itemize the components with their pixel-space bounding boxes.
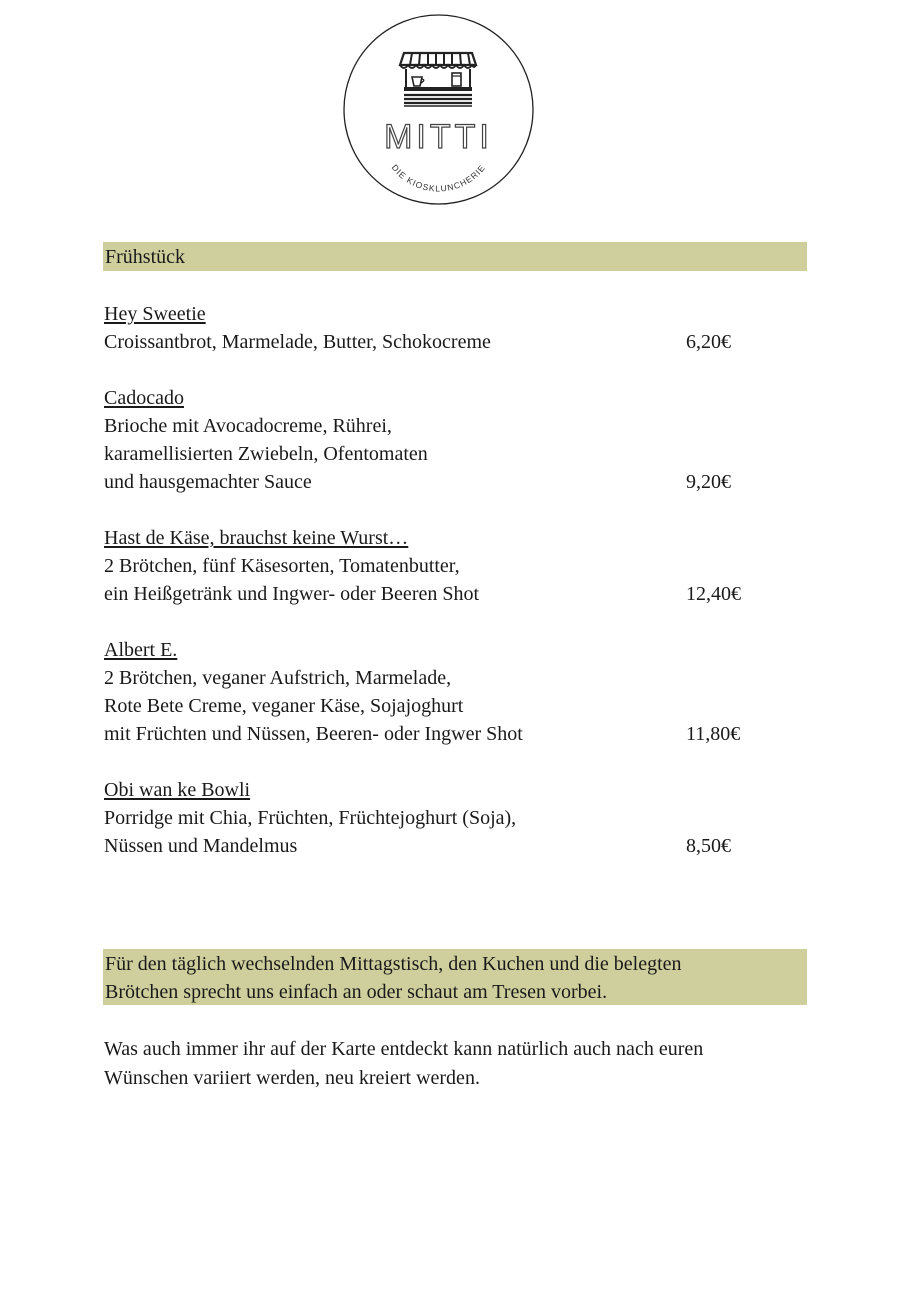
item-description-line: 2 Brötchen, veganer Aufstrich, Marmelade, bbox=[104, 667, 452, 689]
item-price: 11,80€ bbox=[686, 723, 741, 745]
item-description-line: Porridge mit Chia, Früchten, Früchtejoghurt (Soja), bbox=[104, 807, 517, 829]
item-price: 8,50€ bbox=[686, 835, 731, 857]
item-description-line: karamellisierten Zwiebeln, Ofentomaten bbox=[104, 443, 428, 465]
item-price: 12,40€ bbox=[686, 583, 741, 605]
footer-note bbox=[104, 1035, 824, 1093]
item-title: Albert E. bbox=[104, 639, 178, 661]
menu-item-albert-e bbox=[104, 636, 804, 748]
notice-line-1: Für den täglich wechselnden Mittagstisch, den Kuchen und die belegten bbox=[105, 953, 682, 975]
item-title: Cadocado bbox=[104, 387, 184, 409]
item-description-line: ein Heißgetränk und Ingwer- oder Beeren Shot bbox=[104, 583, 480, 605]
item-description-line: 2 Brötchen, fünf Käsesorten, Tomatenbutter, bbox=[104, 555, 460, 577]
item-description-line: Brioche mit Avocadocreme, Rührei, bbox=[104, 415, 392, 437]
item-title: Hast de Käse, brauchst keine Wurst… bbox=[104, 527, 409, 549]
menu-item-hast-de-kaese bbox=[104, 524, 804, 608]
notice-line-2: Brötchen sprecht uns einfach an oder schaut am Tresen vorbei. bbox=[105, 981, 608, 1003]
kiosk-logo-icon bbox=[342, 13, 535, 206]
item-title: Hey Sweetie bbox=[104, 303, 206, 325]
menu-list bbox=[104, 300, 804, 888]
svg-text:DIE KIOSKLUNCHERIE bbox=[390, 162, 488, 193]
menu-item-cadocado bbox=[104, 384, 804, 496]
item-description-line: Rote Bete Creme, veganer Käse, Sojajoghurt bbox=[104, 695, 464, 717]
section-bar-breakfast bbox=[103, 242, 807, 271]
menu-item-obi-wan-ke-bowli bbox=[104, 776, 804, 860]
footer-line-1: Was auch immer ihr auf der Karte entdeckt kann natürlich auch nach euren bbox=[104, 1038, 704, 1060]
section-title-breakfast: Frühstück bbox=[105, 246, 185, 268]
item-title: Obi wan ke Bowli bbox=[104, 779, 251, 801]
menu-item-hey-sweetie bbox=[104, 300, 804, 356]
item-description-line: und hausgemachter Sauce bbox=[104, 471, 312, 493]
notice-bar bbox=[103, 949, 807, 1005]
logo-name: MITTI bbox=[384, 118, 493, 156]
item-price: 9,20€ bbox=[686, 471, 731, 493]
item-description-line: Croissantbrot, Marmelade, Butter, Schokocreme bbox=[104, 331, 491, 353]
footer-line-2: Wünschen variiert werden, neu kreiert werden. bbox=[104, 1067, 480, 1089]
logo-tagline: DIE KIOSKLUNCHERIE bbox=[389, 162, 488, 194]
item-price: 6,20€ bbox=[686, 331, 731, 353]
item-description-line: mit Früchten und Nüssen, Beeren- oder Ingwer Shot bbox=[104, 723, 523, 745]
mitti-logo bbox=[342, 13, 535, 206]
item-description-line: Nüssen und Mandelmus bbox=[104, 835, 298, 857]
